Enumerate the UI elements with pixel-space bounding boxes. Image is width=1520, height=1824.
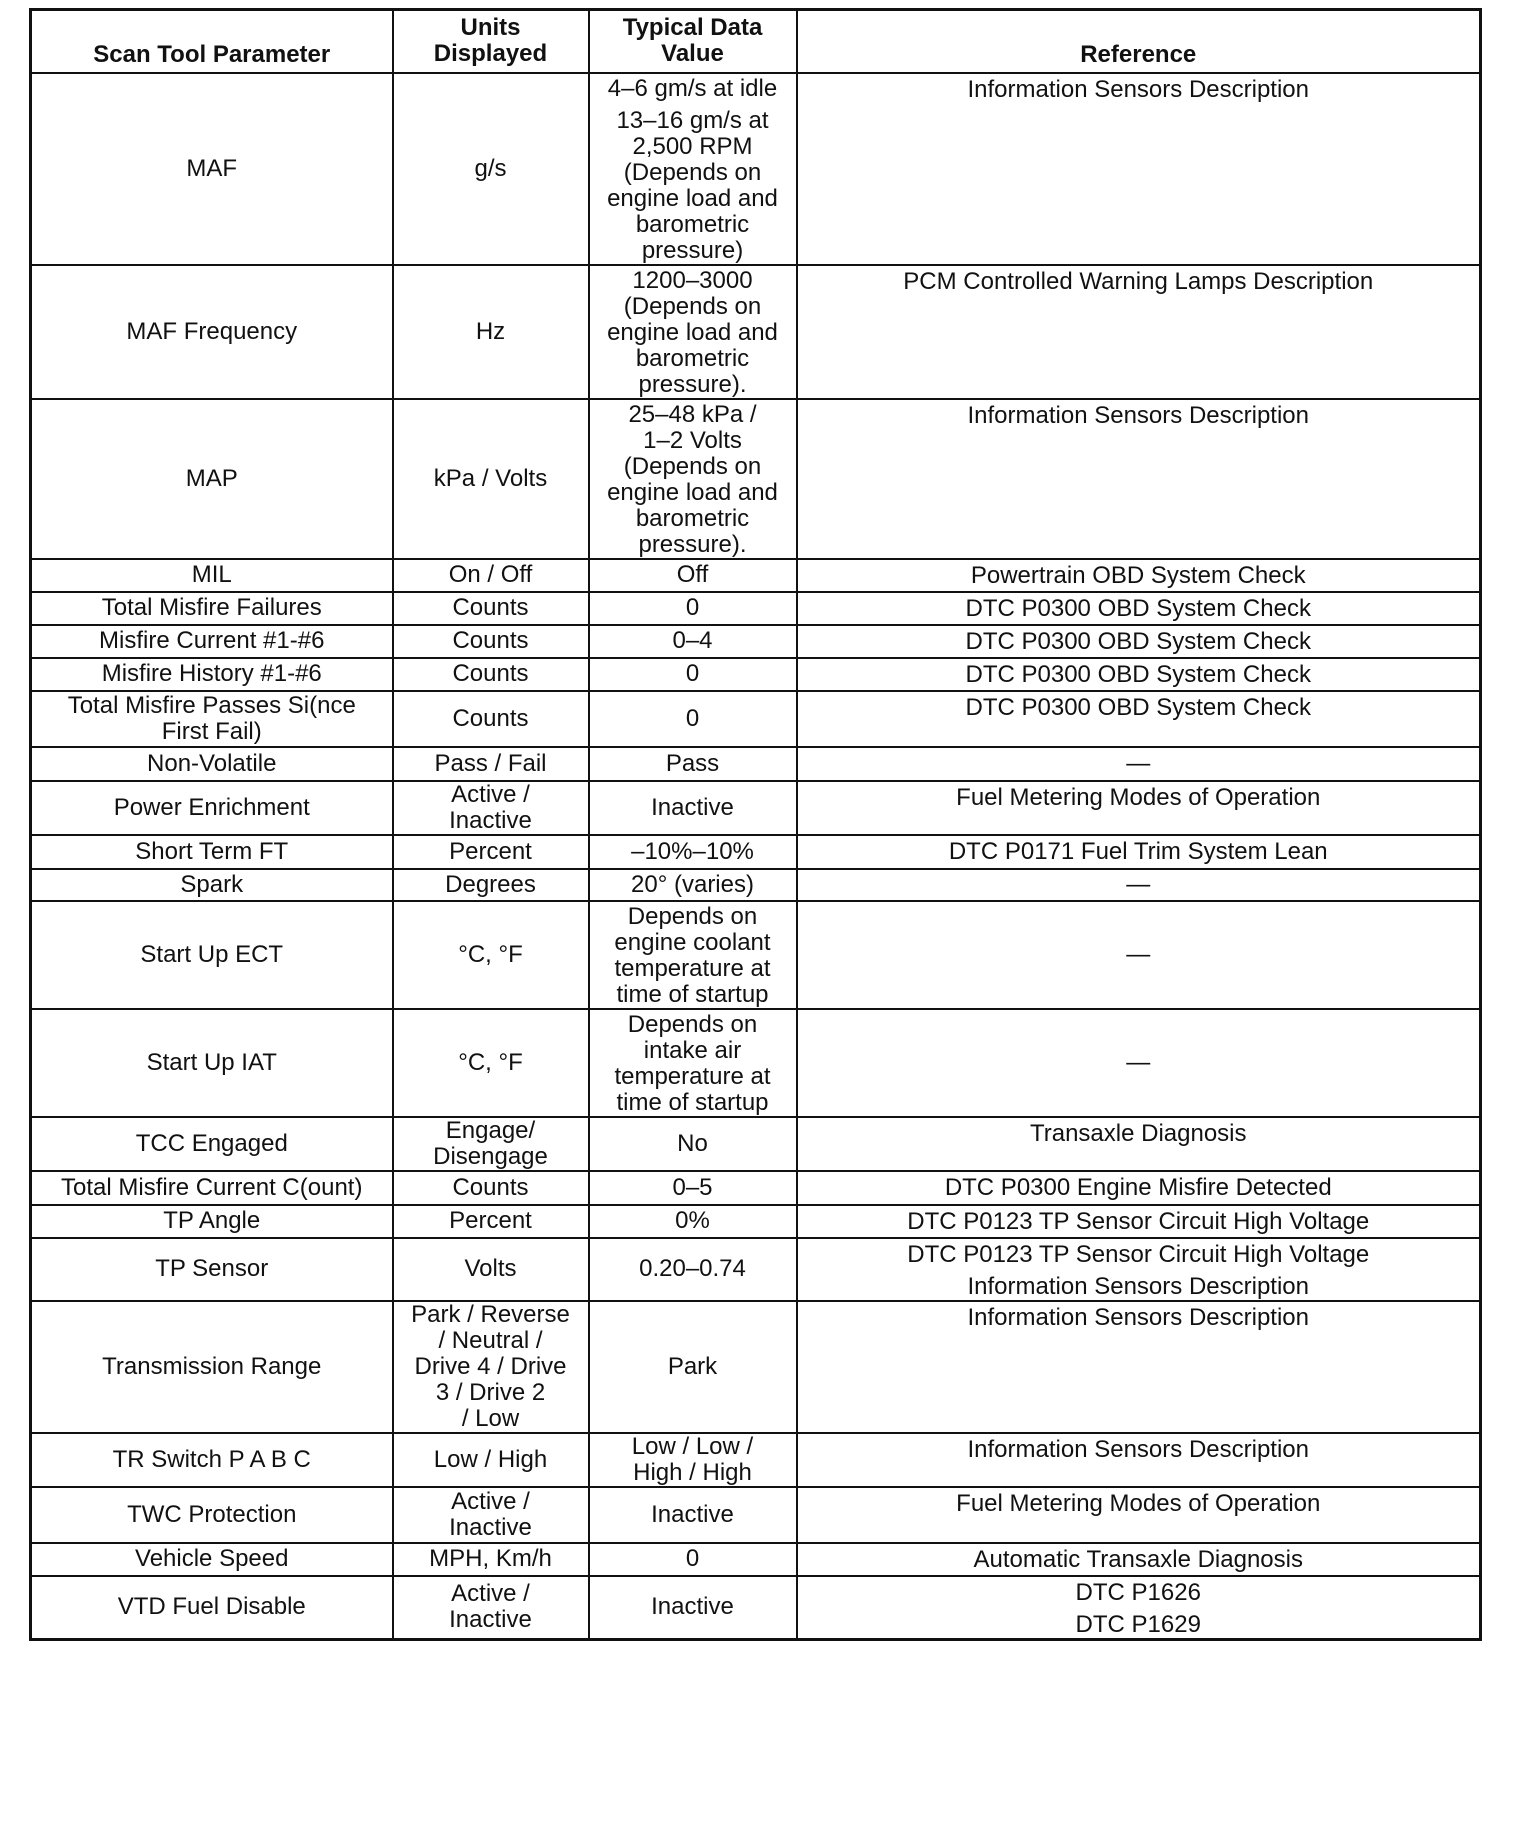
typical-value-cell [589,835,797,869]
units-cell-line: Hz [475,317,506,345]
units-cell [393,1487,589,1543]
typical-value-cell-line: 0% [675,1207,710,1234]
header-row [31,10,1481,73]
reference-cell [797,399,1481,559]
units-cell-line: Park / Reverse [411,1300,570,1328]
parameter-cell [31,399,393,559]
typical-value-cell-line: –10%–10% [631,837,754,865]
table-row [31,1205,1481,1238]
units-cell-line: On / Off [448,561,533,588]
header-typical-data-value: Typical Data Value [589,10,797,73]
units-cell [393,1009,589,1117]
reference-cell [797,1171,1481,1205]
parameter-cell [31,1009,393,1117]
units-cell-line: kPa / Volts [433,464,548,492]
units-cell [393,691,589,747]
table-row [31,658,1481,691]
typical-value-cell [589,901,797,1009]
units-cell [393,658,589,691]
reference-cell-line: DTC P0300 Engine Misfire Detected [944,1173,1332,1201]
typical-value-cell-line: (Depends on [623,292,762,320]
reference-cell-line: — [1126,870,1151,898]
units-cell-line: 3 / Drive 2 [435,1378,546,1406]
typical-value-cell-line: intake air [643,1036,742,1064]
table-row [31,1238,1481,1301]
parameter-cell-line: Misfire History #1-#6 [101,660,322,687]
units-cell [393,747,589,781]
typical-value-cell [589,781,797,835]
table-row [31,1433,1481,1487]
parameter-cell-line: Transmission Range [102,1352,322,1380]
parameter-cell-line: Start Up ECT [140,940,284,968]
reference-cell [797,658,1481,691]
parameter-cell [31,625,393,658]
units-cell-line: / Low [461,1404,520,1432]
reference-cell-line: Information Sensors Description [967,1272,1309,1300]
typical-value-cell [589,658,797,691]
typical-value-cell-line: pressure). [638,370,747,398]
typical-value-cell-line: barometric [635,210,750,238]
units-cell-line: Counts [452,627,529,654]
typical-value-cell-line: No [677,1129,708,1157]
typical-value-cell [589,73,797,265]
typical-value-cell-line: (Depends on [623,158,762,186]
parameter-cell [31,781,393,835]
units-cell-line: Counts [452,594,529,621]
units-cell [393,869,589,901]
typical-value-cell [589,1171,797,1205]
units-cell [393,265,589,399]
typical-value-cell-line: 0 [685,660,700,687]
units-cell [393,1543,589,1576]
parameter-cell [31,1171,393,1205]
parameter-cell [31,1117,393,1171]
typical-value-cell-line: 20° (varies) [631,870,754,898]
table-row [31,592,1481,625]
typical-value-cell-line: temperature at [614,1062,771,1090]
typical-value-cell-line: pressure). [638,530,747,558]
typical-value-cell-line: Park [667,1352,718,1380]
reference-cell-line: Automatic Transaxle Diagnosis [973,1545,1303,1573]
units-cell [393,1301,589,1433]
reference-cell-line: — [1126,940,1151,968]
typical-value-cell-line: 0 [685,704,700,732]
reference-cell [797,1487,1481,1543]
table-row [31,1009,1481,1117]
units-cell [393,559,589,592]
typical-value-cell-line: High / High [633,1458,752,1486]
typical-value-cell-line: engine load and [607,318,778,346]
reference-cell-line: DTC P0300 OBD System Check [965,594,1311,622]
reference-cell-line: DTC P0300 OBD System Check [965,693,1311,721]
reference-cell [797,559,1481,592]
typical-value-cell-line: Depends on [627,1010,758,1038]
parameter-cell [31,265,393,399]
parameter-cell-line: Short Term FT [135,837,289,865]
typical-value-cell-line: Low / Low / [631,1432,754,1460]
typical-value-cell-line: Inactive [651,1500,734,1528]
units-cell-line: Counts [452,1173,529,1201]
parameter-cell [31,73,393,265]
typical-value-cell-line: time of startup [616,1088,769,1116]
parameter-cell-line: Non-Volatile [147,749,277,777]
header-reference: Reference [797,10,1481,73]
units-cell-line: °C, °F [458,940,523,968]
parameter-cell [31,835,393,869]
reference-cell [797,73,1481,265]
units-cell-line: Disengage [433,1142,548,1170]
typical-value-cell [589,625,797,658]
units-cell [393,73,589,265]
reference-cell [797,1433,1481,1487]
table-row [31,73,1481,265]
typical-value-cell-line: 0 [685,594,700,621]
reference-cell-line: DTC P0123 TP Sensor Circuit High Voltage [907,1240,1370,1268]
parameter-cell-line: Total Misfire Passes Si(nce [67,691,356,719]
table-row [31,781,1481,835]
typical-value-cell-line: Inactive [651,793,734,821]
typical-value-cell-line: 13–16 gm/s at [616,106,769,134]
typical-value-cell-line: Pass [665,749,720,777]
reference-cell [797,1301,1481,1433]
reference-cell-line: DTC P0300 OBD System Check [965,627,1311,655]
reference-cell-line: Information Sensors Description [967,1303,1309,1331]
reference-cell-line: DTC P0300 OBD System Check [965,660,1311,688]
reference-cell [797,1238,1481,1301]
reference-cell-line: Powertrain OBD System Check [970,561,1306,589]
typical-value-cell-line: pressure) [641,236,744,264]
typical-value-cell [589,1301,797,1433]
typical-value-cell [589,747,797,781]
typical-value-cell [589,592,797,625]
typical-value-cell-line: 1–2 Volts [643,426,742,454]
reference-cell-line: PCM Controlled Warning Lamps Description [903,267,1374,295]
typical-value-cell [589,1433,797,1487]
table-row [31,625,1481,658]
table-row [31,1301,1481,1433]
reference-cell [797,1117,1481,1171]
typical-value-cell-line: barometric [635,504,750,532]
reference-cell-line: DTC P0171 Fuel Trim System Lean [948,837,1328,865]
parameter-cell [31,1487,393,1543]
reference-cell [797,592,1481,625]
typical-value-cell [589,1205,797,1238]
table-body [31,73,1481,1640]
typical-value-cell-line: Depends on [627,902,758,930]
typical-value-cell-line: engine load and [607,478,778,506]
units-cell-line: Active / [451,1487,530,1515]
reference-cell-line: DTC P1626 [1075,1578,1201,1606]
units-cell [393,592,589,625]
typical-value-cell-line: 1200–3000 [632,266,753,294]
parameter-cell-line: TWC Protection [127,1500,297,1528]
typical-value-cell [589,1576,797,1640]
table-row [31,1576,1481,1640]
header-units-displayed: Units Displayed [393,10,589,73]
units-cell-line: Inactive [449,1606,532,1633]
table-row [31,399,1481,559]
typical-value-cell [589,691,797,747]
typical-value-cell [589,559,797,592]
parameter-cell-line: Spark [180,870,244,898]
units-cell-line: MPH, Km/h [429,1545,552,1572]
units-cell-line: °C, °F [458,1048,523,1076]
table-row [31,901,1481,1009]
parameter-cell-line: Total Misfire Current C(ount) [61,1173,363,1201]
reference-cell-line: Information Sensors Description [967,75,1309,103]
typical-value-cell-line: time of startup [616,980,769,1008]
units-cell [393,1238,589,1301]
table-row [31,691,1481,747]
parameter-cell-line: MIL [191,561,232,588]
units-cell-line: Active / [451,1580,530,1607]
units-cell-line: Engage/ [445,1116,536,1144]
reference-cell [797,835,1481,869]
parameter-cell [31,869,393,901]
parameter-cell [31,1301,393,1433]
reference-cell [797,625,1481,658]
units-cell [393,399,589,559]
parameter-cell [31,1238,393,1301]
typical-value-cell-line: 0–4 [672,627,713,654]
parameter-cell-line: MAP [185,464,238,492]
parameter-cell [31,747,393,781]
typical-value-cell [589,1543,797,1576]
table-row [31,869,1481,901]
parameter-cell-line: Start Up IAT [146,1048,277,1076]
typical-value-cell [589,265,797,399]
units-cell-line: Drive 4 / Drive [414,1352,567,1380]
reference-cell [797,1009,1481,1117]
typical-value-cell-line: engine load and [607,184,778,212]
typical-value-cell [589,1487,797,1543]
units-cell-line: Inactive [449,1513,532,1541]
parameter-cell [31,691,393,747]
typical-value-cell [589,869,797,901]
units-cell [393,1117,589,1171]
reference-cell-line: Fuel Metering Modes of Operation [956,1489,1321,1517]
reference-cell-line: DTC P1629 [1075,1610,1201,1638]
parameter-cell-line: MAF [186,154,238,182]
reference-cell [797,1543,1481,1576]
typical-value-cell-line: engine coolant [614,928,771,956]
units-cell [393,901,589,1009]
reference-cell-line: Fuel Metering Modes of Operation [956,783,1321,811]
units-cell-line: Active / [451,780,530,808]
parameter-cell-line: Power Enrichment [113,793,310,821]
units-cell-line: Percent [449,1207,532,1234]
reference-cell-line: Information Sensors Description [967,401,1309,429]
units-cell-line: g/s [474,154,507,182]
typical-value-cell [589,399,797,559]
table-row [31,835,1481,869]
parameter-cell [31,592,393,625]
typical-value-cell-line: 25–48 kPa / [628,400,757,428]
parameter-cell-line: VTD Fuel Disable [117,1593,306,1620]
typical-value-cell-line: barometric [635,344,750,372]
parameter-cell [31,559,393,592]
table-row [31,1117,1481,1171]
reference-cell-line: DTC P0123 TP Sensor Circuit High Voltage [907,1207,1370,1235]
parameter-cell [31,1576,393,1640]
parameter-cell [31,1433,393,1487]
reference-cell-line: — [1126,749,1151,777]
units-cell-line: Low / High [433,1445,548,1473]
parameter-cell-line: Total Misfire Failures [101,594,322,621]
reference-cell [797,1205,1481,1238]
units-cell [393,1171,589,1205]
typical-value-cell-line: Off [676,561,709,588]
typical-value-cell-line: 2,500 RPM [632,132,753,160]
typical-value-cell-line: Inactive [651,1593,734,1620]
reference-cell-line: Information Sensors Description [967,1435,1309,1463]
reference-cell-line: — [1126,1048,1151,1076]
units-cell-line: Percent [449,837,532,865]
reference-cell [797,691,1481,747]
reference-cell-line: Transaxle Diagnosis [1029,1119,1247,1147]
typical-value-cell [589,1117,797,1171]
parameter-cell-line: Misfire Current #1-#6 [99,627,325,654]
typical-value-cell [589,1009,797,1117]
units-cell-line: Counts [452,704,529,732]
parameter-cell [31,658,393,691]
parameter-cell-line: TP Angle [163,1207,261,1234]
units-cell [393,625,589,658]
units-cell [393,781,589,835]
table-row [31,747,1481,781]
table-row [31,1487,1481,1543]
parameter-cell [31,1205,393,1238]
parameter-cell [31,901,393,1009]
reference-cell [797,265,1481,399]
parameter-cell-line: TCC Engaged [135,1129,288,1157]
typical-value-cell [589,1238,797,1301]
typical-value-cell-line: 0 [685,1545,700,1572]
parameter-cell-line: TR Switch P A B C [112,1445,311,1473]
units-cell [393,1433,589,1487]
table-row [31,559,1481,592]
typical-value-cell-line: (Depends on [623,452,762,480]
header-scan-tool-parameter: Scan Tool Parameter [31,10,393,73]
reference-cell [797,901,1481,1009]
parameter-cell-line: MAF Frequency [126,317,298,345]
reference-cell [797,869,1481,901]
units-cell [393,1576,589,1640]
typical-value-cell-line: 4–6 gm/s at idle [607,74,778,102]
reference-cell [797,747,1481,781]
units-cell-line: Inactive [449,806,532,834]
units-cell [393,1205,589,1238]
parameter-cell-line: Vehicle Speed [135,1545,289,1572]
parameter-cell-line: TP Sensor [155,1255,269,1282]
table-row [31,1171,1481,1205]
reference-cell [797,1576,1481,1640]
units-cell [393,835,589,869]
table-row [31,265,1481,399]
typical-value-cell-line: 0–5 [672,1173,713,1201]
units-cell-line: Degrees [445,870,536,898]
typical-value-cell-line: 0.20–0.74 [639,1255,746,1282]
typical-value-cell-line: temperature at [614,954,771,982]
units-cell-line: / Neutral / [438,1326,543,1354]
units-cell-line: Volts [464,1255,517,1282]
units-cell-line: Counts [452,660,529,687]
units-cell-line: Pass / Fail [434,749,547,777]
table-row [31,1543,1481,1576]
parameter-cell [31,1543,393,1576]
reference-cell [797,781,1481,835]
parameter-cell-line: First Fail) [161,717,262,745]
scan-tool-data-table [29,8,1482,1641]
